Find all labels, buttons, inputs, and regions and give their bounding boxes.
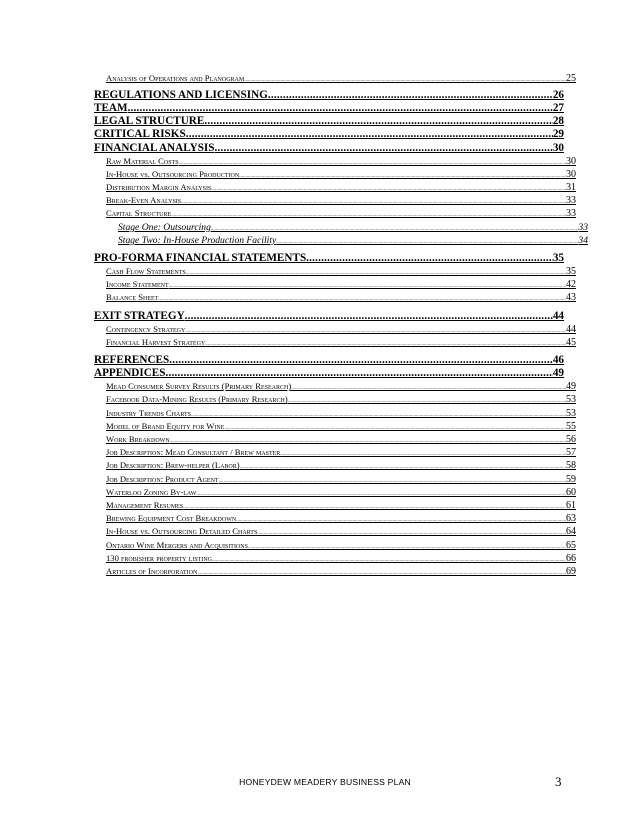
toc-entry-income-statement[interactable] xyxy=(94,278,576,291)
toc-entry-page: 57 xyxy=(566,447,576,459)
dot-leader xyxy=(276,236,578,247)
toc-entry-page: 55 xyxy=(566,420,576,432)
toc-entry-label: Raw Material Costs xyxy=(106,155,179,166)
toc-entry-appendix[interactable] xyxy=(94,499,576,512)
toc-section-label: APPENDICES xyxy=(94,367,166,380)
dot-leader xyxy=(181,196,566,207)
toc-section-regulations[interactable] xyxy=(94,89,564,102)
toc-entry-label: Job Description: Brew-helper (Labor) xyxy=(106,460,240,471)
dot-leader xyxy=(257,527,566,538)
toc-entry-appendix[interactable] xyxy=(94,512,576,525)
dot-leader xyxy=(248,541,566,552)
toc-entry-page: 33 xyxy=(566,208,576,220)
dot-leader xyxy=(204,115,552,128)
toc-entry-label: Capital Structure xyxy=(106,208,172,219)
toc-entry-appendix[interactable] xyxy=(94,473,576,486)
toc-entry-label: Distribution Margin Analysis xyxy=(106,182,212,193)
toc-entry-page: 60 xyxy=(566,486,576,498)
toc-entry-distribution-margin[interactable] xyxy=(94,181,576,194)
toc-entry-page: 42 xyxy=(566,279,576,291)
toc-entry-balance-sheet[interactable] xyxy=(94,291,576,304)
toc-entry-appendix[interactable] xyxy=(94,459,576,472)
toc-entry-appendix[interactable] xyxy=(94,446,576,459)
toc-entry-page: 59 xyxy=(566,473,576,485)
toc-entry-label: Management Resumes xyxy=(106,499,184,510)
toc-subentry-stage-two[interactable] xyxy=(94,234,588,247)
toc-section-page: 46 xyxy=(552,354,564,367)
toc-entry-label: Cash Flow Statements xyxy=(106,266,186,277)
toc-section-label: LEGAL STRUCTURE xyxy=(94,115,205,128)
toc-entry-appendix[interactable] xyxy=(94,407,576,420)
toc-entry-label: Break-Even Analysis xyxy=(106,195,182,206)
dot-leader xyxy=(268,89,553,102)
toc-entry-label: Financial Harvest Strategy xyxy=(106,336,206,347)
toc-entry-label: Balance Sheet xyxy=(106,292,159,303)
dot-leader xyxy=(185,310,553,323)
toc-section-label: EXIT STRATEGY xyxy=(94,309,185,322)
toc-entry-capital-structure[interactable] xyxy=(94,207,576,220)
toc-section-pro-forma[interactable] xyxy=(94,252,564,265)
toc-entry-contingency[interactable] xyxy=(94,323,576,336)
toc-subentry-page: 33 xyxy=(578,221,588,233)
dot-leader xyxy=(191,409,566,420)
dot-leader xyxy=(239,170,566,181)
toc-entry-page: 33 xyxy=(566,195,576,207)
toc-section-page: 28 xyxy=(552,115,564,128)
toc-section-page: 44 xyxy=(552,309,564,322)
toc-entry-page: 45 xyxy=(566,336,576,348)
toc-entry-label: Model of Brand Equity for Wine xyxy=(106,420,225,431)
toc-entry-analysis-of-operations[interactable] xyxy=(94,72,576,85)
toc-entry-financial-harvest[interactable] xyxy=(94,336,576,349)
toc-subentry-label: Stage Two: In-House Production Facility xyxy=(118,234,277,246)
toc-section-page: 49 xyxy=(552,367,564,380)
table-of-contents xyxy=(94,72,588,578)
toc-subentry-label: Stage One: Outsourcing xyxy=(118,221,211,233)
footer-title: HONEYDEW MEADERY BUSINESS PLAN xyxy=(239,777,411,787)
toc-entry-appendix[interactable] xyxy=(94,380,576,393)
toc-entry-label: 130 frobisher property listing xyxy=(106,552,212,563)
toc-entry-label: Job Description: Mead Consultant / Brew master xyxy=(106,447,281,458)
toc-entry-label: Income Statement xyxy=(106,279,169,290)
toc-entry-label: Articles of Incorporation xyxy=(106,565,198,576)
toc-section-label: FINANCIAL ANALYSIS xyxy=(94,141,215,154)
toc-entry-appendix[interactable] xyxy=(94,420,576,433)
toc-entry-appendix[interactable] xyxy=(94,486,576,499)
dot-leader xyxy=(183,501,566,512)
dot-leader xyxy=(291,382,566,393)
dot-leader xyxy=(280,448,566,459)
dot-leader xyxy=(219,475,566,486)
toc-entry-label: Contingency Strategy xyxy=(106,323,186,334)
toc-entry-appendix[interactable] xyxy=(94,539,576,552)
dot-leader xyxy=(224,422,566,433)
toc-entry-raw-material-costs[interactable] xyxy=(94,155,576,168)
dot-leader xyxy=(244,74,566,85)
toc-entry-page: 53 xyxy=(566,394,576,406)
toc-entry-page: 44 xyxy=(566,323,576,335)
toc-entry-page: 64 xyxy=(566,526,576,538)
toc-entry-page: 25 xyxy=(566,73,576,84)
toc-section-label: CRITICAL RISKS xyxy=(94,128,186,141)
dot-leader xyxy=(186,128,553,141)
toc-section-page: 26 xyxy=(552,89,564,102)
page-number: 3 xyxy=(555,774,562,789)
dot-leader xyxy=(128,102,553,115)
toc-section-team[interactable] xyxy=(94,102,564,115)
toc-entry-label: Job Description: Product Agent xyxy=(106,473,219,484)
toc-entry-label: Analysis of Operations and Planogram xyxy=(106,73,245,83)
dot-leader xyxy=(236,514,566,525)
dot-leader xyxy=(196,488,566,499)
toc-entry-appendix[interactable] xyxy=(94,552,576,565)
toc-entry-label: In-House vs. Outsourcing Production xyxy=(106,168,240,179)
toc-entry-label: Waterloo Zoning By-law xyxy=(106,486,197,497)
toc-entry-page: 69 xyxy=(566,565,576,577)
dot-leader xyxy=(165,367,552,380)
toc-section-exit-strategy[interactable] xyxy=(94,310,564,323)
dot-leader xyxy=(185,325,566,336)
toc-entry-page: 43 xyxy=(566,292,576,304)
dot-leader xyxy=(170,435,566,446)
toc-entry-label: Mead Consumer Survey Results (Primary Research) xyxy=(106,381,292,392)
toc-entry-page: 53 xyxy=(566,407,576,419)
toc-entry-label: Facebook Data-Mining Results (Primary Research) xyxy=(106,394,288,405)
dot-leader xyxy=(171,209,566,220)
dot-leader xyxy=(158,293,566,304)
toc-section-page: 30 xyxy=(552,141,564,154)
toc-entry-page: 30 xyxy=(566,155,576,167)
toc-entry-page: 31 xyxy=(566,182,576,194)
toc-entry-label: Work Breakdown xyxy=(106,434,170,445)
dot-leader xyxy=(306,252,553,265)
dot-leader xyxy=(211,223,579,234)
toc-entry-page: 56 xyxy=(566,434,576,446)
page-footer xyxy=(0,775,638,791)
toc-entry-break-even[interactable] xyxy=(94,194,576,207)
toc-section-page: 35 xyxy=(552,251,564,264)
toc-entry-appendix[interactable] xyxy=(94,525,576,538)
toc-entry-appendix[interactable] xyxy=(94,433,576,446)
toc-entry-label: Industry Trends Charts xyxy=(106,407,191,418)
toc-entry-appendix[interactable] xyxy=(94,565,576,578)
toc-entry-label: In-House vs. Outsourcing Detailed Charts xyxy=(106,526,258,537)
toc-entry-page: 58 xyxy=(566,460,576,472)
toc-section-label: REFERENCES xyxy=(94,354,170,367)
dot-leader xyxy=(179,157,566,168)
dot-leader xyxy=(169,354,553,367)
toc-section-page: 27 xyxy=(552,102,564,115)
dot-leader xyxy=(205,338,566,349)
toc-entry-page: 65 xyxy=(566,539,576,551)
toc-section-financial-analysis[interactable] xyxy=(94,142,564,155)
toc-section-label: PRO-FORMA FINANCIAL STATEMENTS xyxy=(94,251,307,264)
dot-leader xyxy=(240,461,566,472)
dot-leader xyxy=(288,395,566,406)
toc-entry-page: 49 xyxy=(566,381,576,393)
toc-section-label: REGULATIONS AND LICENSING xyxy=(94,89,268,102)
dot-leader xyxy=(215,142,553,155)
toc-subentry-page: 34 xyxy=(578,234,588,246)
toc-entry-label: Brewing Equipment Cost Breakdown xyxy=(106,513,237,524)
dot-leader xyxy=(212,554,566,565)
toc-entry-label: Ontario Wine Mergers and Acquisitions xyxy=(106,539,248,550)
toc-section-legal-structure[interactable] xyxy=(94,115,564,128)
toc-entry-page: 66 xyxy=(566,552,576,564)
toc-entry-page: 61 xyxy=(566,499,576,511)
toc-entry-page: 63 xyxy=(566,513,576,525)
toc-section-label: TEAM xyxy=(94,102,128,115)
toc-section-critical-risks[interactable] xyxy=(94,128,564,141)
toc-entry-page: 35 xyxy=(566,266,576,278)
toc-section-page: 29 xyxy=(552,128,564,141)
dot-leader xyxy=(197,567,566,578)
toc-subentry-stage-one[interactable] xyxy=(94,221,588,234)
toc-entry-in-house-vs-outsourcing[interactable] xyxy=(94,168,576,181)
toc-entry-appendix[interactable] xyxy=(94,393,576,406)
toc-entry-page: 30 xyxy=(566,168,576,180)
toc-section-appendices[interactable] xyxy=(94,367,564,380)
dot-leader xyxy=(186,267,566,278)
dot-leader xyxy=(169,280,566,291)
toc-entry-cash-flow[interactable] xyxy=(94,265,576,278)
dot-leader xyxy=(211,183,566,194)
toc-section-references[interactable] xyxy=(94,354,564,367)
